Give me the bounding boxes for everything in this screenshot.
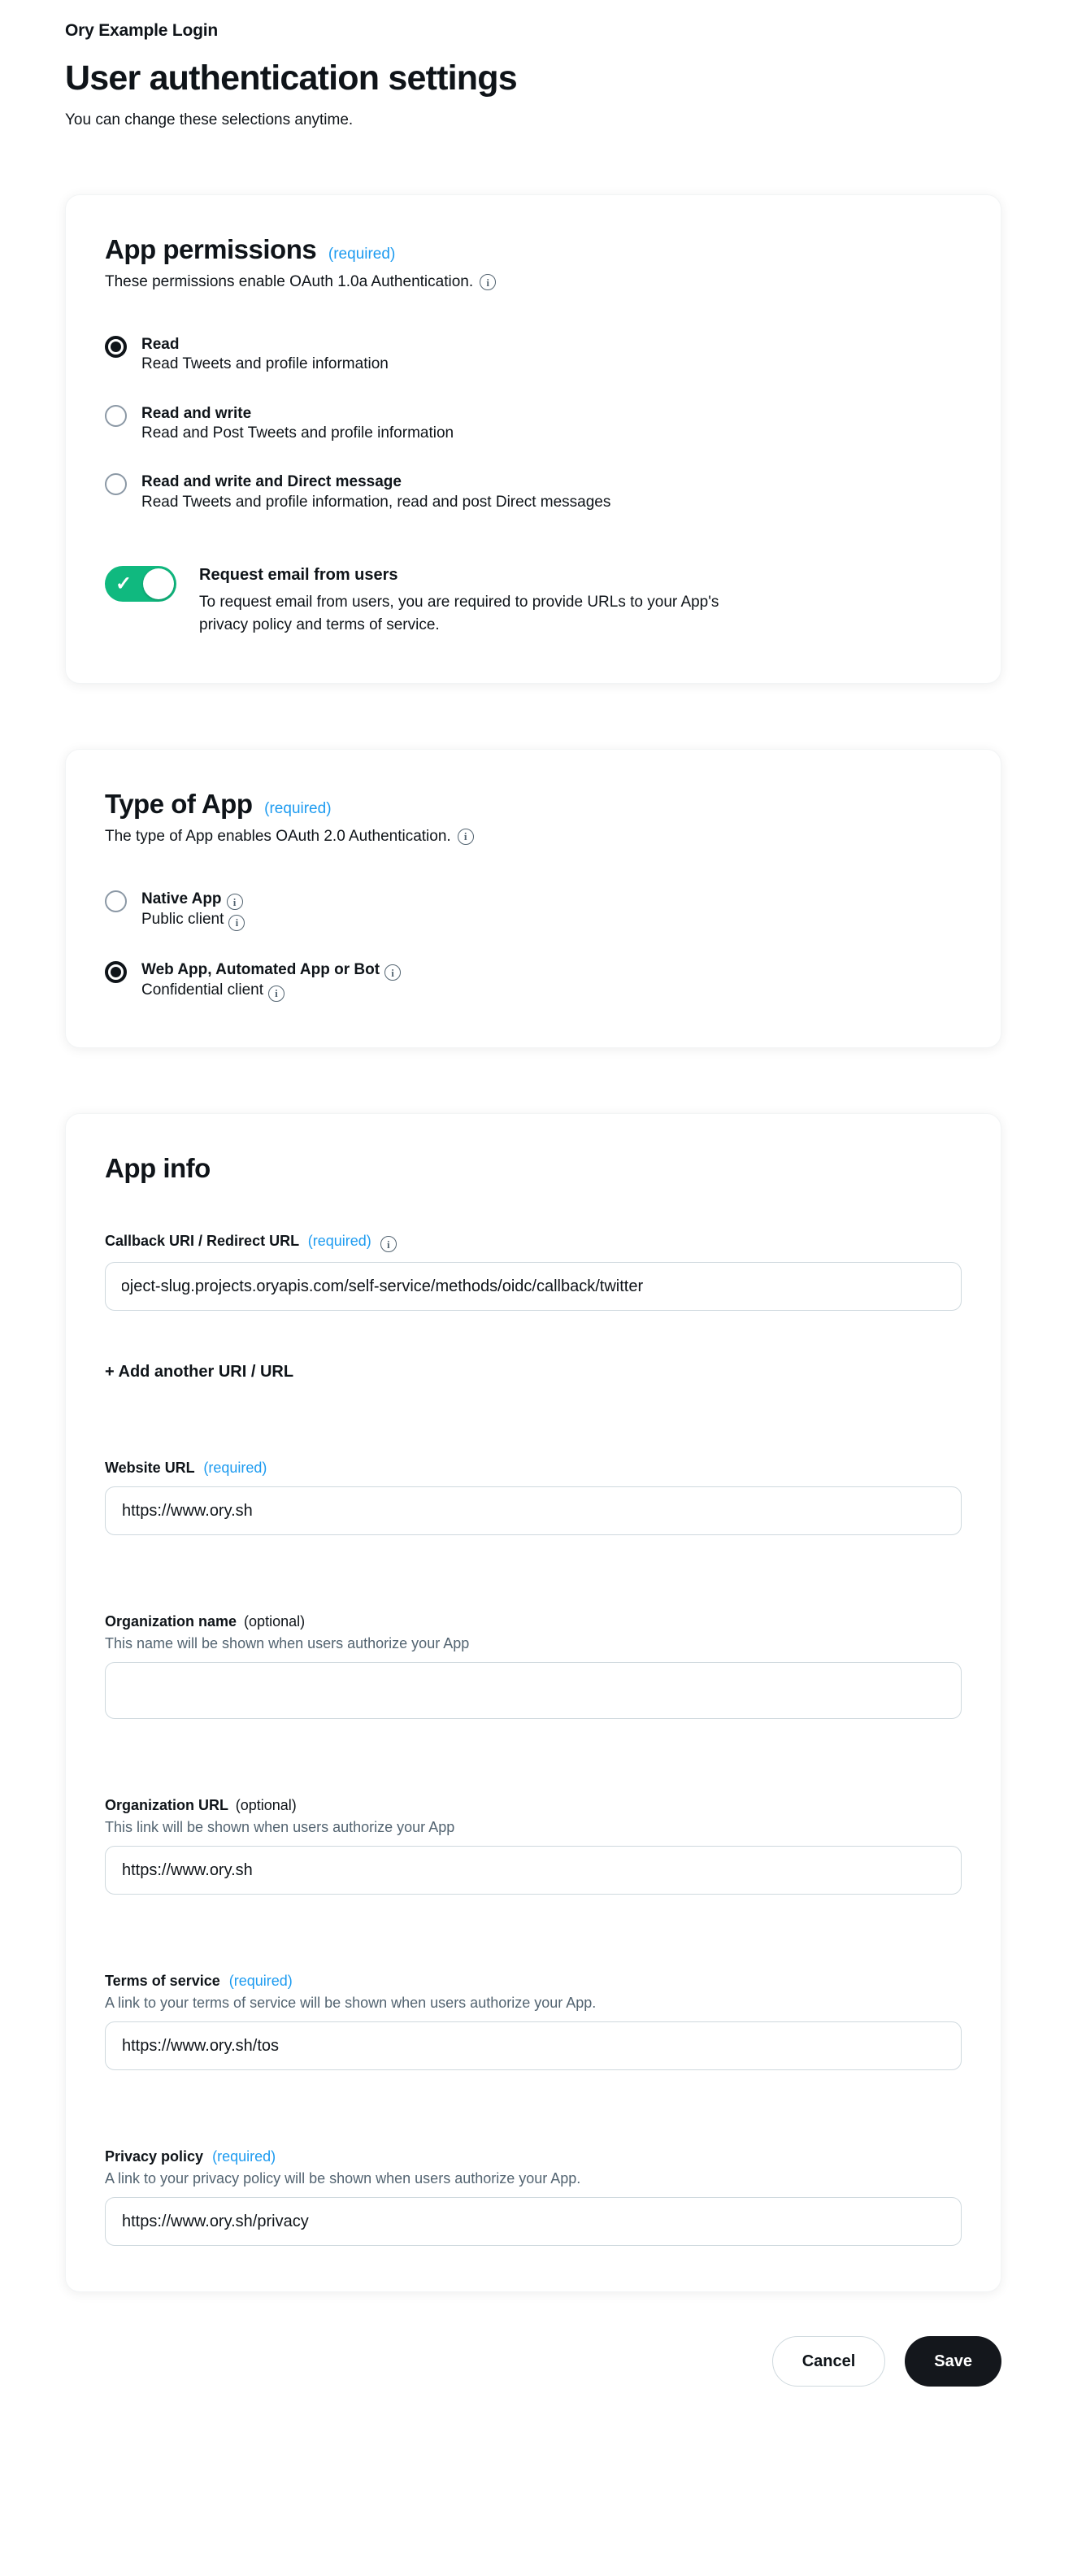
privacy-policy-field-group [105,2148,962,2246]
app-permissions-title [105,234,962,265]
radio-option-text [141,890,245,931]
required-tag: (required) [307,1232,371,1249]
callback-url-label [105,1233,962,1253]
organization-url-helper: This link will be shown when users authorize your App [105,1819,455,1836]
organization-url-field-group [105,1797,962,1895]
page-container [65,0,1001,2460]
info-icon[interactable] [380,1236,397,1252]
callback-url-label-text: Callback URI / Redirect URL [105,1232,299,1249]
request-email-toggle[interactable] [105,566,176,602]
radio-option-text [141,335,389,375]
organization-url-input[interactable] [105,1846,962,1895]
privacy-policy-label-text: Privacy policy [105,2148,204,2165]
radio-option-description [141,910,245,931]
radio-button[interactable] [105,473,127,495]
type-of-app-description-text: The type of App enables OAuth 2.0 Authentication. [105,827,451,845]
info-icon[interactable] [384,964,401,981]
app-permissions-description-text: These permissions enable OAuth 1.0a Authentication. [105,273,474,290]
radio-option-native-app[interactable] [105,890,962,931]
privacy-policy-input[interactable] [105,2197,962,2246]
radio-option-label [141,890,245,911]
required-tag: (required) [212,2148,276,2165]
radio-button[interactable] [105,405,127,427]
radio-option-web-app[interactable] [105,960,962,1002]
app-info-title: App info [105,1152,211,1183]
radio-option-description-text: Public client [141,911,224,929]
radio-option-read-write[interactable] [105,404,962,444]
type-of-app-card [65,749,1001,1048]
required-tag: (required) [228,1973,293,1990]
radio-option-description-text: Confidential client [141,981,263,999]
radio-button[interactable] [105,961,127,983]
website-url-label [105,1460,962,1477]
request-email-label: Request email from users [199,565,398,584]
app-permissions-card [65,194,1001,684]
info-icon[interactable] [228,915,245,931]
type-of-app-title [105,789,962,820]
type-of-app-description [105,828,962,846]
request-email-text [199,566,736,637]
callback-url-field-group [105,1233,962,1312]
radio-option-label [141,960,401,981]
radio-button[interactable] [105,890,127,912]
info-icon[interactable] [268,986,285,1002]
save-button[interactable]: Save [905,2336,1001,2387]
radio-option-label: Read and write and Direct message [141,473,402,491]
terms-of-service-input[interactable] [105,2021,962,2070]
organization-url-label [105,1797,962,1814]
radio-option-text [141,960,401,1002]
radio-option-text [141,472,610,512]
info-icon[interactable] [227,894,243,910]
info-icon[interactable] [480,274,496,290]
required-tag: (required) [203,1460,267,1477]
radio-option-label: Read [141,336,180,353]
privacy-policy-helper: A link to your privacy policy will be shown when users authorize your App. [105,2170,581,2187]
radio-button[interactable] [105,336,127,358]
app-permissions-description [105,273,962,291]
organization-name-input[interactable] [105,1662,962,1719]
organization-name-label-text: Organization name [105,1613,237,1630]
radio-option-label-text: Web App, Automated App or Bot [141,960,380,978]
radio-option-description [141,981,401,1002]
organization-url-label-text: Organization URL [105,1797,228,1814]
radio-option-read[interactable] [105,335,962,375]
type-of-app-options [105,890,962,1002]
cancel-button[interactable]: Cancel [772,2336,886,2387]
request-email-description: To request email from users, you are required to provide URLs to your App's privacy policy and terms of service. [199,593,719,634]
radio-option-label-text: Native App [141,890,222,907]
required-tag: (required) [264,799,332,817]
website-url-label-text: Website URL [105,1460,195,1477]
optional-tag: (optional) [244,1613,306,1630]
radio-option-label: Read and write [141,404,252,422]
organization-name-label [105,1613,962,1630]
page-title: User authentication settings [65,59,517,98]
required-tag: (required) [328,246,396,263]
check-icon [115,572,132,595]
app-permissions-title-text: App permissions [105,234,317,264]
website-url-input[interactable] [105,1486,962,1535]
request-email-section [105,566,962,637]
app-permissions-options [105,335,962,512]
radio-option-description: Read Tweets and profile information, read and post Direct messages [141,493,611,511]
terms-of-service-field-group [105,1973,962,2070]
website-url-field-group [105,1460,962,1535]
terms-of-service-helper: A link to your terms of service will be shown when users authorize your App. [105,1995,597,2012]
page-subtitle: You can change these selections anytime. [65,111,354,128]
optional-tag: (optional) [235,1797,297,1814]
terms-of-service-label-text: Terms of service [105,1973,220,1990]
callback-url-input[interactable] [105,1262,962,1311]
footer-actions [65,2336,1001,2460]
type-of-app-title-text: Type of App [105,788,253,819]
privacy-policy-label [105,2148,962,2165]
radio-option-text [141,404,454,444]
organization-name-field-group [105,1613,962,1719]
radio-option-read-write-dm[interactable] [105,472,962,512]
toggle-knob[interactable] [143,568,174,599]
radio-option-description: Read and Post Tweets and profile information [141,424,454,442]
terms-of-service-label [105,1973,962,1990]
app-info-card [65,1113,1001,2293]
radio-option-description: Read Tweets and profile information [141,355,389,373]
add-uri-button[interactable]: + Add another URI / URL [105,1363,294,1382]
info-icon[interactable] [458,829,474,845]
app-name: Ory Example Login [65,21,218,40]
organization-name-helper: This name will be shown when users authorize your App [105,1635,470,1652]
